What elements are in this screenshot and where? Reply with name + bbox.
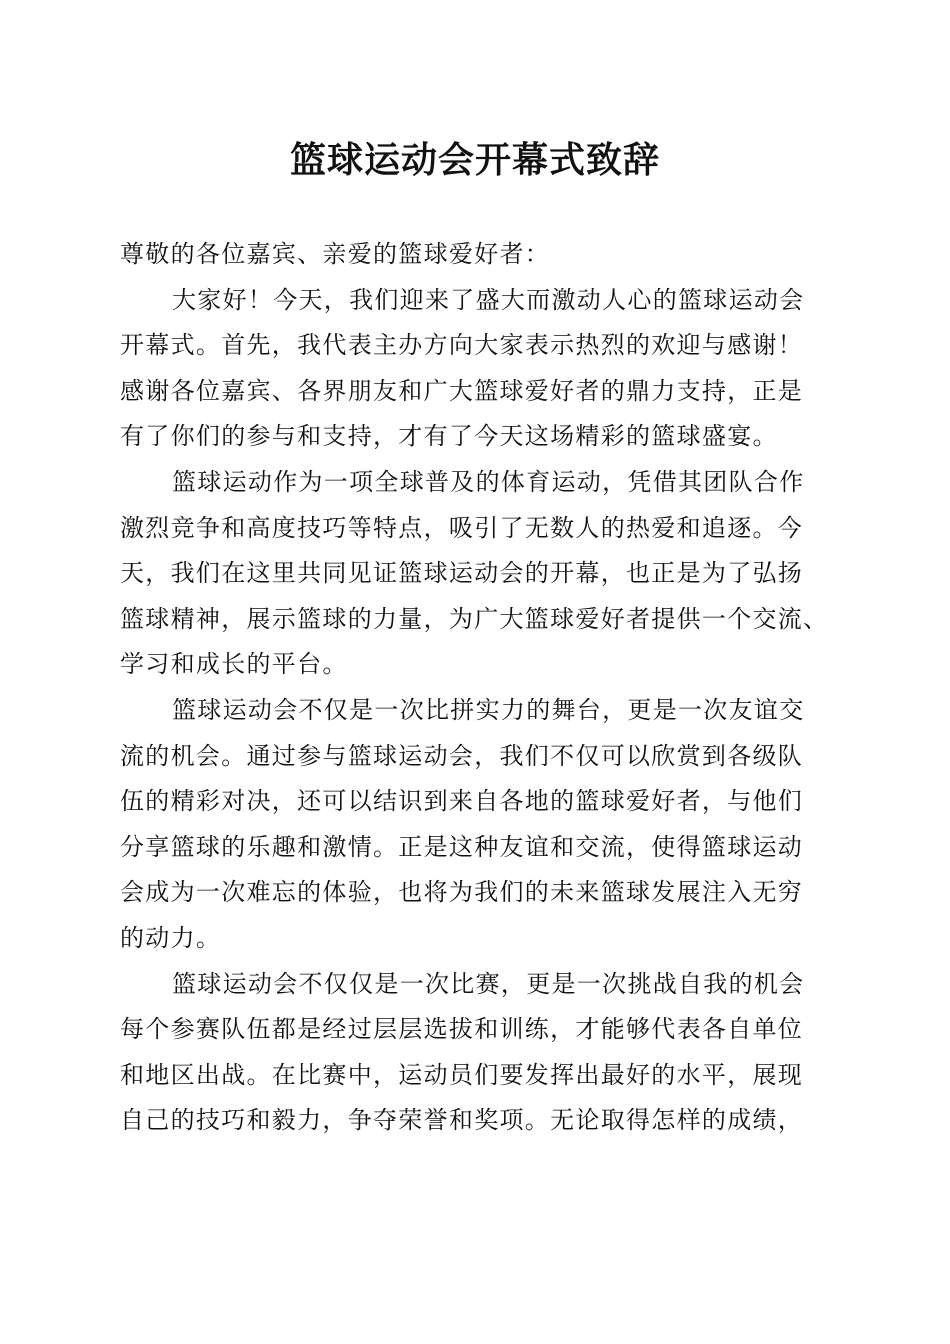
paragraph-line: 激烈竞争和高度技巧等特点，吸引了无数人的热爱和追逐。今 [120,513,804,542]
paragraph-line: 自己的技巧和毅力，争夺荣誉和奖项。无论取得怎样的成绩， [120,1106,804,1135]
paragraph-line: 篮球运动会不仅仅是一次比赛，更是一次挑战自我的机会 [172,969,805,998]
paragraph-line: 天，我们在这里共同见证篮球运动会的开幕，也正是为了弘扬 [120,559,804,588]
paragraph-line: 篮球运动会不仅是一次比拼实力的舞台，更是一次友谊交 [172,695,805,724]
document-body [120,232,840,1144]
paragraph-line: 感谢各位嘉宾、各界朋友和广大篮球爱好者的鼎力支持，正是 [120,376,804,405]
paragraph-line: 每个参赛队伍都是经过层层选拔和训练，才能够代表各自单位 [120,1015,804,1044]
paragraph-line: 篮球运动作为一项全球普及的体育运动，凭借其团队合作 [172,467,805,496]
paragraph-line: 会成为一次难忘的体验，也将为我们的未来篮球发展注入无穷 [120,878,804,907]
paragraph-line: 流的机会。通过参与篮球运动会，我们不仅可以欣赏到各级队 [120,741,804,770]
paragraph-line: 开幕式。首先，我代表主办方向大家表示热烈的欢迎与感谢！ [120,331,804,360]
paragraph-line: 分享篮球的乐趣和激情。正是这种友谊和交流，使得篮球运动 [120,832,804,861]
paragraph-line: 学习和成长的平台。 [120,650,348,679]
salutation-line: 尊敬的各位嘉宾、亲爱的篮球爱好者： [120,240,551,268]
paragraph-line: 的动力。 [120,923,222,952]
paragraph-line: 大家好！今天，我们迎来了盛大而激动人心的篮球运动会 [172,285,805,314]
paragraph-line: 有了你们的参与和支持，才有了今天这场精彩的篮球盛宴。 [120,422,778,451]
paragraph-line: 和地区出战。在比赛中，运动员们要发挥出最好的水平，展现 [120,1060,804,1089]
paragraph-line: 篮球精神，展示篮球的力量，为广大篮球爱好者提供一个交流、 [120,604,829,633]
paragraph-line: 伍的精彩对决，还可以结识到来自各地的篮球爱好者，与他们 [120,787,804,816]
document-title: 篮球运动会开幕式致辞 [289,139,660,181]
